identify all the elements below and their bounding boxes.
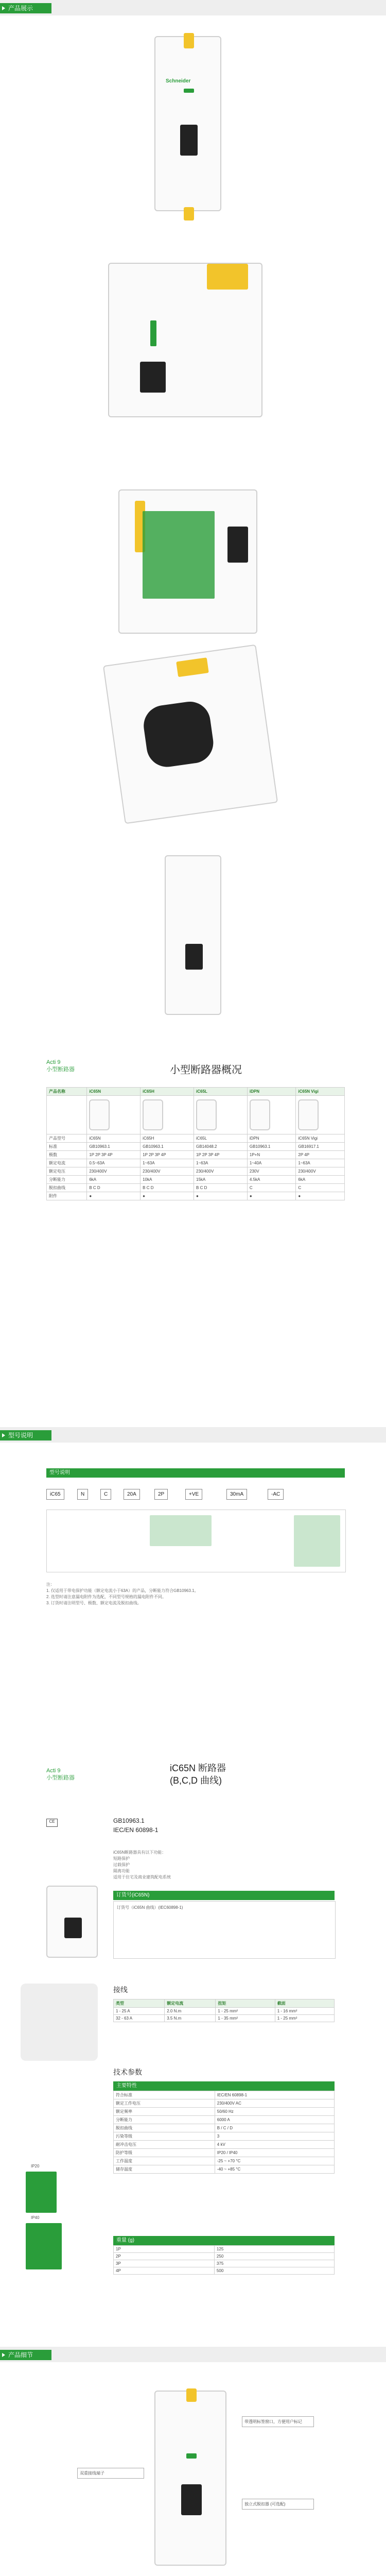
side-clip [207,264,248,290]
ip20-label: IP20 [31,2164,40,2168]
toggle-handle [185,944,203,970]
ip40-label: IP40 [31,2215,40,2220]
standards: GB10963.1 IEC/EN 60898-1 [113,1817,159,1834]
callout-label: 带透明标签窗口，方便用户标记 [242,2416,314,2427]
code-part: +VE [185,1489,202,1500]
col-header: 产品名称 [47,1088,87,1096]
overview-title: 小型断路器概况 [170,1064,242,1076]
product-photo-front-2 [165,855,221,1015]
weight-table [113,2245,335,2275]
code-part: 30mA [226,1489,247,1500]
table-row: 2P 250 [114,2253,335,2260]
section-header-display [0,0,386,15]
ordering-diagram [46,1510,346,1572]
section-title: 产品细节 [8,2351,33,2359]
indicator [184,89,194,93]
table-row: 工作温度 -25 ~ +70 °C [114,2157,335,2165]
overview-table [46,1087,345,1200]
table-row: 耐冲击电压 4 kV [114,2141,335,2149]
table-row: 32 - 63 A 3.5 N.m 1 - 35 mm² 1 - 25 mm² [114,2015,335,2022]
col-header: iC65L [194,1088,248,1096]
order-table-header: 订货号(iC65N) [113,1891,335,1900]
code-part: 20A [124,1489,140,1500]
table-row: 防护等级 IP20 / IP40 [114,2149,335,2157]
table-row: 极数 1P 2P 3P 4P 1P 2P 3P 4P 1P 2P 3P 4P 1P+N 2P 4P [47,1151,345,1159]
product-thumb [250,1099,270,1130]
code-part: -AC [268,1489,284,1500]
ip40-photo [26,2223,62,2269]
section-header-ordering [0,1427,386,1443]
table-row: 额定电压 230/400V 230/400V 230/400V 230V 230/400V [47,1167,345,1176]
triangle-icon [2,2353,5,2357]
brand-logo: Schneider [166,78,191,84]
indicator [150,320,156,346]
table-row: 额定频率 50/60 Hz [114,2108,335,2116]
product-thumb [143,1099,163,1130]
section-title: 产品展示 [8,5,33,12]
cert-ccc-icon: CE [46,1819,58,1827]
table-row: 额定电流 0.5~63A 1~63A 1~63A 1~40A 1~63A [47,1159,345,1167]
table-row: 产品型号 iC65N iC65H iC65L iDPN iC65N Vigi [47,1134,345,1143]
table-row: 附件 ● ● ● ● ● [47,1192,345,1200]
wiring-table: 类型 额定电流 扭矩 截面 1 - 25 A 2.0 N.m 1 - 25 mm² 1 - 16 mm² 32 - 63 A 3.5 N.m 1 - 35 mm² 1 - 25 mm² [113,1999,335,2022]
product-photo-small [46,1886,98,1958]
section-header-details [0,2347,386,2362]
ip20-photo [26,2172,57,2213]
table-row: 3P 375 [114,2260,335,2267]
col-header: iDPN [247,1088,296,1096]
table-row: 分断能力 6kA 10kA 15kA 4.5kA 6kA [47,1176,345,1184]
series-label: Acti 9 小型断路器 [46,1059,75,1073]
table-row: 脱扣曲线 B / C / D [114,2124,335,2132]
detail-photo [154,2391,226,2566]
tech-main-header: 主要特性 [113,2081,335,2091]
triangle-icon [2,1433,5,1437]
tech-table [113,2091,335,2174]
callout-label: 独立式脱扣器 (可选配) [242,2499,314,2510]
code-part: iC65 [46,1489,64,1500]
triangle-icon [2,6,5,10]
callout-label: 双重接线端子 [77,2468,144,2479]
product-thumb [89,1099,110,1130]
clip [176,657,209,677]
code-part: N [77,1489,88,1500]
section-title: 型号说明 [8,1432,33,1439]
wiring-title: 接线 [113,1986,128,1994]
table-row: 4P 500 [114,2267,335,2275]
table-row: 污染等级 3 [114,2132,335,2141]
code-part: 2P [154,1489,168,1500]
code-part: C [100,1489,111,1500]
toggle-handle [140,362,166,393]
wiring-photo [21,1984,98,2061]
table-row: 1P 125 [114,2246,335,2253]
product-photo-angle [103,645,278,824]
product-thumb [196,1099,217,1130]
table-row: 标准 GB10963.1 GB10963.1 GB14048.2 GB10963.1 GB16917.1 [47,1143,345,1151]
table-row: 分断能力 6000 A [114,2116,335,2124]
product-photo-back [118,489,257,634]
table-row: 符合标准 IEC/EN 60898-1 [114,2091,335,2099]
table-row: 储存温度 -40 ~ +85 °C [114,2165,335,2174]
col-header: iC65H [141,1088,194,1096]
toggle-handle [180,125,198,156]
table-row [47,1096,345,1134]
product-photo-side [108,263,262,417]
table-row: 1 - 25 A 2.0 N.m 1 - 25 mm² 1 - 16 mm² [114,2008,335,2015]
clip [184,33,194,48]
order-table: 订货号（iC65N 曲线）(IEC60898-1) [113,1901,336,1959]
tech-title: 技术参数 [113,2068,142,2076]
toggle-handle [227,527,248,563]
product-thumb [298,1099,319,1130]
table-row: 额定工作电压 230/400V AC [114,2099,335,2108]
toggle-handle [141,699,216,770]
ordering-header: 型号说明 [46,1468,345,1478]
series-label-product: Acti 9 小型断路器 [46,1768,75,1781]
col-header: iC65N [87,1088,141,1096]
clip-bottom [184,207,194,221]
product-desc: iC65N断路器具有以下功能： 短路保护 过载保护 隔离功能 适用于住宅及商业建筑配电系统 [113,1850,171,1879]
ordering-notes: 注： 1. 仅适用于带电保护功能（额定电流小于63A）的产品，分断能力符合GB10963.1。 2. 选型时请注意漏电附件为选配，不同型号规格的漏电附件不同。 3. 订货时请注明型号、极数、额定电流及脱扣曲线。 [46,1582,199,1605]
product-title: iC65N 断路器 (B,C,D 曲线) [170,1763,226,1786]
product-photo-front [154,36,221,211]
table-row: 脱扣曲线 B C D B C D B C D C C [47,1184,345,1192]
weight-header: 重量 (g) [113,2236,335,2245]
col-header: iC65N Vigi [296,1088,345,1096]
module [143,511,215,599]
